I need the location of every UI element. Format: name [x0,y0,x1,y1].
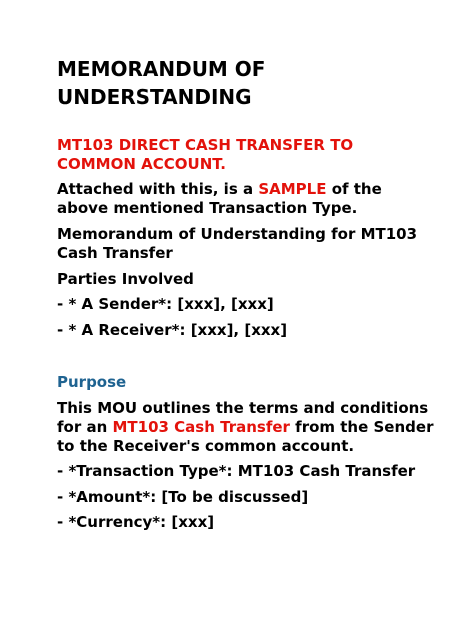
purpose-prefix: This MOU outlines the terms and conditions for an [57,399,429,436]
mt103-highlight: MT103 Cash Transfer [112,418,290,436]
receiver-line: - * A Receiver*: [xxx], [xxx] [57,321,288,339]
document-title: MEMORANDUM OF UNDERSTANDING [57,57,266,109]
currency-line: - *Currency*: [xxx] [57,513,215,531]
attached-prefix: Attached with this, is a [57,180,259,198]
document-subtitle: MT103 DIRECT CASH TRANSFER TO COMMON ACCOUNT. [57,136,354,173]
attached-suffix: of the above mentioned Transaction Type. [57,180,382,217]
transaction-type-line: - *Transaction Type*: MT103 Cash Transfer [57,462,416,480]
mou-for-text: Memorandum of Understanding for MT103 Cash Transfer [57,225,418,262]
purpose-paragraph [57,399,437,456]
parties-heading: Parties Involved [57,270,194,288]
amount-line: - *Amount*: [To be discussed] [57,488,309,506]
attached-paragraph [57,180,437,218]
sender-line: - * A Sender*: [xxx], [xxx] [57,295,274,313]
purpose-heading: Purpose [57,373,127,391]
purpose-suffix: from the Sender to the Receiver's common account. [57,418,434,455]
sample-highlight: SAMPLE [258,180,327,198]
